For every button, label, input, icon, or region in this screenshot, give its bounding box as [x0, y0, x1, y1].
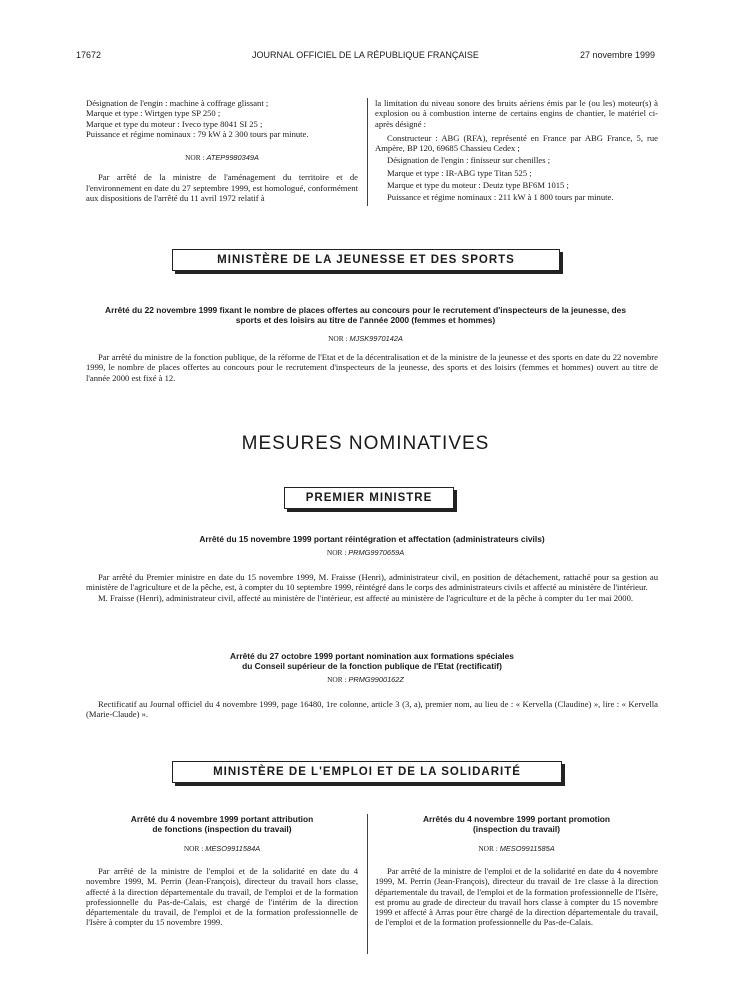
nor-reference: NOR : MESO9911585A [478, 844, 555, 853]
decree-title: Arrêté du 22 novembre 1999 fixant le nombre de places offertes au concours pour le recrutement d'inspecteurs de la jeunesse, des sports et des loisirs au titre de l'année 2000 (femmes et hommes) [105, 305, 626, 325]
decree-title: Arrêté du 4 novembre 1999 portant attribution de fonctions (inspection du travail) [130, 814, 314, 834]
nor-reference: NOR : PRMG9970659A [326, 548, 405, 557]
section-heading: MESURES NOMINATIVES [241, 433, 490, 454]
decree-body: Rectificatif au Journal officiel du 4 novembre 1999, page 16480, 1re colonne, article 3 (3, a), premier nom, au lieu de : « Kervella (Claudine) », lire : « Kervella (Marie-Claude) ». [86, 699, 658, 720]
top-right-column [375, 98, 658, 203]
journal-title: JOURNAL OFFICIEL DE LA RÉPUBLIQUE FRANÇAISE [252, 50, 479, 60]
spec-line: Marque et type du moteur : Deutz type BF6M 1015 ; [387, 180, 569, 191]
nor-reference: NOR : MESO9911584A [183, 844, 261, 853]
decree-body: Par arrêté du ministre de la fonction publique, de la réforme de l'Etat et de la décentralisation et de la ministre de la jeunesse et des sports en date du 22 novembre 1999, le nombre de places offertes au concours pour le recrutement d'inspecteurs de la jeunesse, des sports et des loisirs (femmes et hommes) ouvert au titre de l'année 2000 est fixé à 12. [86, 352, 658, 383]
ministry-heading-premier: PREMIER MINISTRE [284, 487, 454, 509]
manufacturer-line: Constructeur : ABG (RFA), représenté en France par ABG France, 5, rue Ampère, BP 120, 69685 Chassieu Cedex ; [375, 132, 658, 154]
nor-reference: NOR : PRMG9900162Z [327, 675, 404, 684]
ministry-heading-emploi: MINISTÈRE DE L'EMPLOI ET DE LA SOLIDARITÉ [172, 761, 562, 783]
spec-line: Marque et type du moteur : Iveco type 8041 SI 25 ; [86, 118, 263, 129]
column-divider [367, 98, 368, 206]
spec-line: Marque et type : Wirtgen type SP 250 ; [86, 108, 221, 119]
spec-line: Désignation de l'engin : finisseur sur chenilles ; [387, 155, 551, 166]
decree-title: Arrêté du 27 octobre 1999 portant nomination aux formations spéciales du Conseil supérieur de la fonction publique de l'Etat (rectificatif) [230, 651, 514, 671]
decree-body: Par arrêté de la ministre de l'emploi et de la solidarité en date du 4 novembre 1999, M. Perrin (Jean-François), directeur du travail hors classe, affecté à la direction départementale du travail, de l'emploi et de la formation professionnelle du Pas-de-Calais, est chargé de l'intérim de la direction départementale du travail, de l'emploi et de la formation professionnelle de l'Isère à compter du 15 novembre 1999. [86, 866, 358, 928]
nor-reference: NOR : MJSK9970142A [328, 334, 403, 343]
spec-line: Puissance et régime nominaux : 79 kW à 2 300 tours par minute. [86, 128, 309, 139]
issue-date: 27 novembre 1999 [579, 50, 655, 60]
decree-body: Par arrêté du Premier ministre en date du 15 novembre 1999, M. Fraisse (Henri), administrateur civil, en position de détachement, rattaché pour sa gestion au ministère de l'agriculture et de la pêche, est, à compter du 10 septembre 1999, réintégré dans le corps des administrateurs civils et affecté au ministère de l'intérieur. M. Fraisse (Henri), administrateur civil, affecté au ministère de l'intérieur, est affecté au ministère de l'agriculture et de la pêche à compter du 1er mai 2000. [86, 572, 658, 603]
column-divider [367, 814, 368, 954]
spec-line: Puissance et régime nominaux : 211 kW à 1 800 tours par minute. [387, 192, 614, 203]
decree-title: Arrêté du 15 novembre 1999 portant réintégration et affectation (administrateurs civils) [199, 534, 545, 544]
body-paragraph: Par arrêté de la ministre de l'aménagement du territoire et de l'environnement en date du 27 septembre 1999, est homologué, conformément aux dispositions de l'arrêté du 11 avril 1972 relatif à [86, 172, 358, 204]
ministry-heading-jeunesse: MINISTÈRE DE LA JEUNESSE ET DES SPORTS [172, 249, 560, 271]
nor-reference: NOR : ATEP9980349A [185, 153, 259, 163]
decree-title: Arrêtés du 4 novembre 1999 portant promotion (inspection du travail) [422, 814, 611, 834]
spec-line: Désignation de l'engin : machine à coffrage glissant ; [86, 98, 269, 108]
body-paragraph: la limitation du niveau sonore des bruits aériens émis par le (ou les) moteur(s) à explosion ou à combustion interne de certains engins de chantier, le matériel ci-après désigné : [375, 98, 658, 129]
decree-body: Par arrêté de la ministre de l'emploi et de la solidarité en date du 4 novembre 1999, M. Perrin (Jean-François), directeur du travail de 1re classe à la direction départementale du travail, de l'emploi et de la formation professionnelle de l'Isère, est promu au grade de directeur du travail hors classe à compter du 15 novembre 1999 et affecté à Arras pour être chargé de la direction départementale du travail, de l'emploi et de la formation professionnelle du Pas-de-Calais. [375, 866, 658, 928]
spec-line: Marque et type : IR-ABG type Titan 525 ; [387, 167, 532, 178]
emploi-right-column [375, 814, 658, 928]
top-left-column [86, 98, 358, 203]
page-number: 17672 [76, 50, 102, 60]
emploi-left-column [86, 814, 358, 928]
